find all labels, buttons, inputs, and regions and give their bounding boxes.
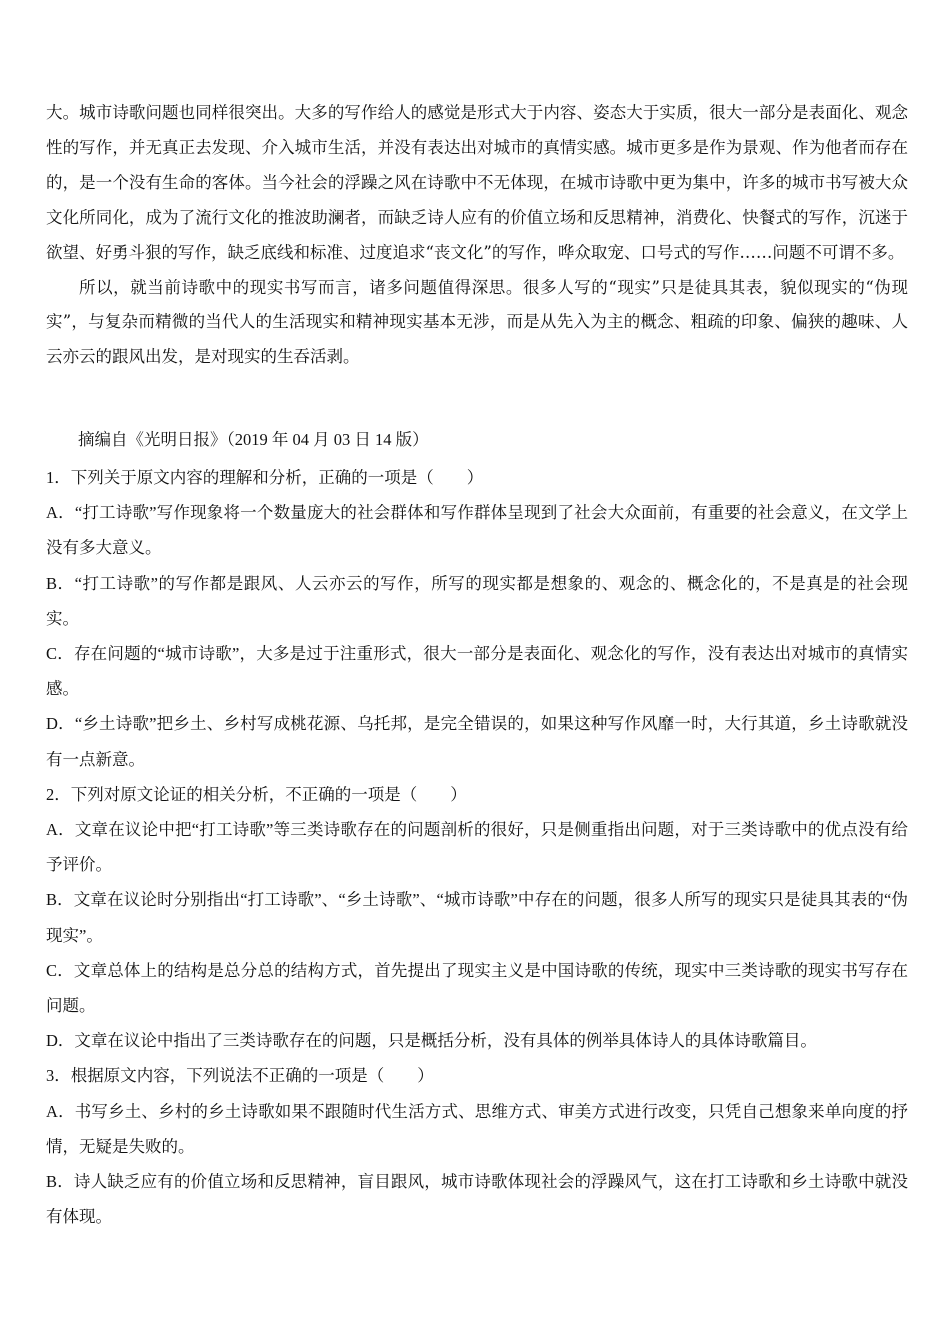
- question-1-stem: 1．下列关于原文内容的理解和分析，正确的一项是（ ）: [46, 468, 484, 487]
- question-2-option-a: A．文章在议论中把“打工诗歌”等三类诗歌存在的问题剖析的很好，只是侧重指出问题，对于三类诗歌中的优点没有给予评价。: [46, 820, 908, 875]
- reading-passage: [46, 96, 908, 375]
- question-3-stem: 3．根据原文内容，下列说法不正确的一项是（ ）: [46, 1066, 434, 1086]
- question-2-stem: 2．下列对原文论证的相关分析，不正确的一项是（ ）: [46, 784, 467, 804]
- passage-paragraph: 所以，就当前诗歌中的现实书写而言，诸多问题值得深思。很多人写的“现实”只是徒具其表，貌似现实的“伪现实”，与复杂而精微的当代人的生活现实和精神现实基本无涉，而是从先入为主的概念、粗疏的印象、偏狭的趣味、人云亦云的跟风出发，是对现实的生吞活剥。: [46, 277, 908, 367]
- question-2-option-b: B．文章在议论时分别指出“打工诗歌”、“乡土诗歌”、“城市诗歌”中存在的问题，很多人所写的现实只是徒具其表的“伪现实”。: [46, 890, 908, 945]
- question-2-option-d: D．文章在议论中指出了三类诗歌存在的问题，只是概括分析，没有具体的例举具体诗人的具体诗歌篇目。: [46, 1031, 817, 1051]
- question-1-option-a: A．“打工诗歌”写作现象将一个数量庞大的社会群体和写作群体呈现到了社会大众面前，有重要的社会意义，在文学上没有多大意义。: [46, 503, 908, 558]
- question-1-option-d: D．“乡土诗歌”把乡土、乡村写成桃花源、乌托邦，是完全错误的，如果这种写作风靡一时，大行其道，乡土诗歌就没有一点新意。: [46, 714, 908, 769]
- source-citation: 摘编自《光明日报》（2019 年 04 月 03 日 14 版）: [78, 430, 429, 449]
- question-3-option-a: A．书写乡土、乡村的乡土诗歌如果不跟随时代生活方式、思维方式、审美方式进行改变，只凭自己想象来单向度的抒情，无疑是失败的。: [46, 1101, 908, 1156]
- passage-paragraph: 大。城市诗歌问题也同样很突出。大多的写作给人的感觉是形式大于内容、姿态大于实质，很大一部分是表面化、观念性的写作，并无真正去发现、介入城市生活，并没有表达出对城市的真情实感。城市更多是作为景观、作为他者而存在的，是一个没有生命的客体。当今社会的浮躁之风在诗歌中不无体现，在城市诗歌中更为集中，许多的城市书写被大众文化所同化，成为了流行文化的推波助澜者，而缺乏诗人应有的价值立场和反思精神，消费化、快餐式的写作，沉迷于欲望、好勇斗狠的写作，缺乏底线和标准、过度追求“丧文化”的写作，哗众取宠、口号式的写作……问题不可谓不多。: [46, 103, 908, 262]
- question-1-option-c: C．存在问题的“城市诗歌”，大多是过于注重形式，很大一部分是表面化、观念化的写作，没有表达出对城市的真情实感。: [46, 644, 908, 699]
- question-2-option-c: C．文章总体上的结构是总分总的结构方式，首先提出了现实主义是中国诗歌的传统，现实中三类诗歌的现实书写存在问题。: [46, 960, 908, 1016]
- question-list: [46, 460, 908, 1234]
- question-1-option-b: B．“打工诗歌”的写作都是跟风、人云亦云的写作，所写的现实都是想象的、观念的、概念化的，不是真是的社会现实。: [46, 573, 908, 628]
- question-3-option-b: B．诗人缺乏应有的价值立场和反思精神，盲目跟风，城市诗歌体现社会的浮躁风气，这在打工诗歌和乡土诗歌中就没有体现。: [46, 1172, 908, 1227]
